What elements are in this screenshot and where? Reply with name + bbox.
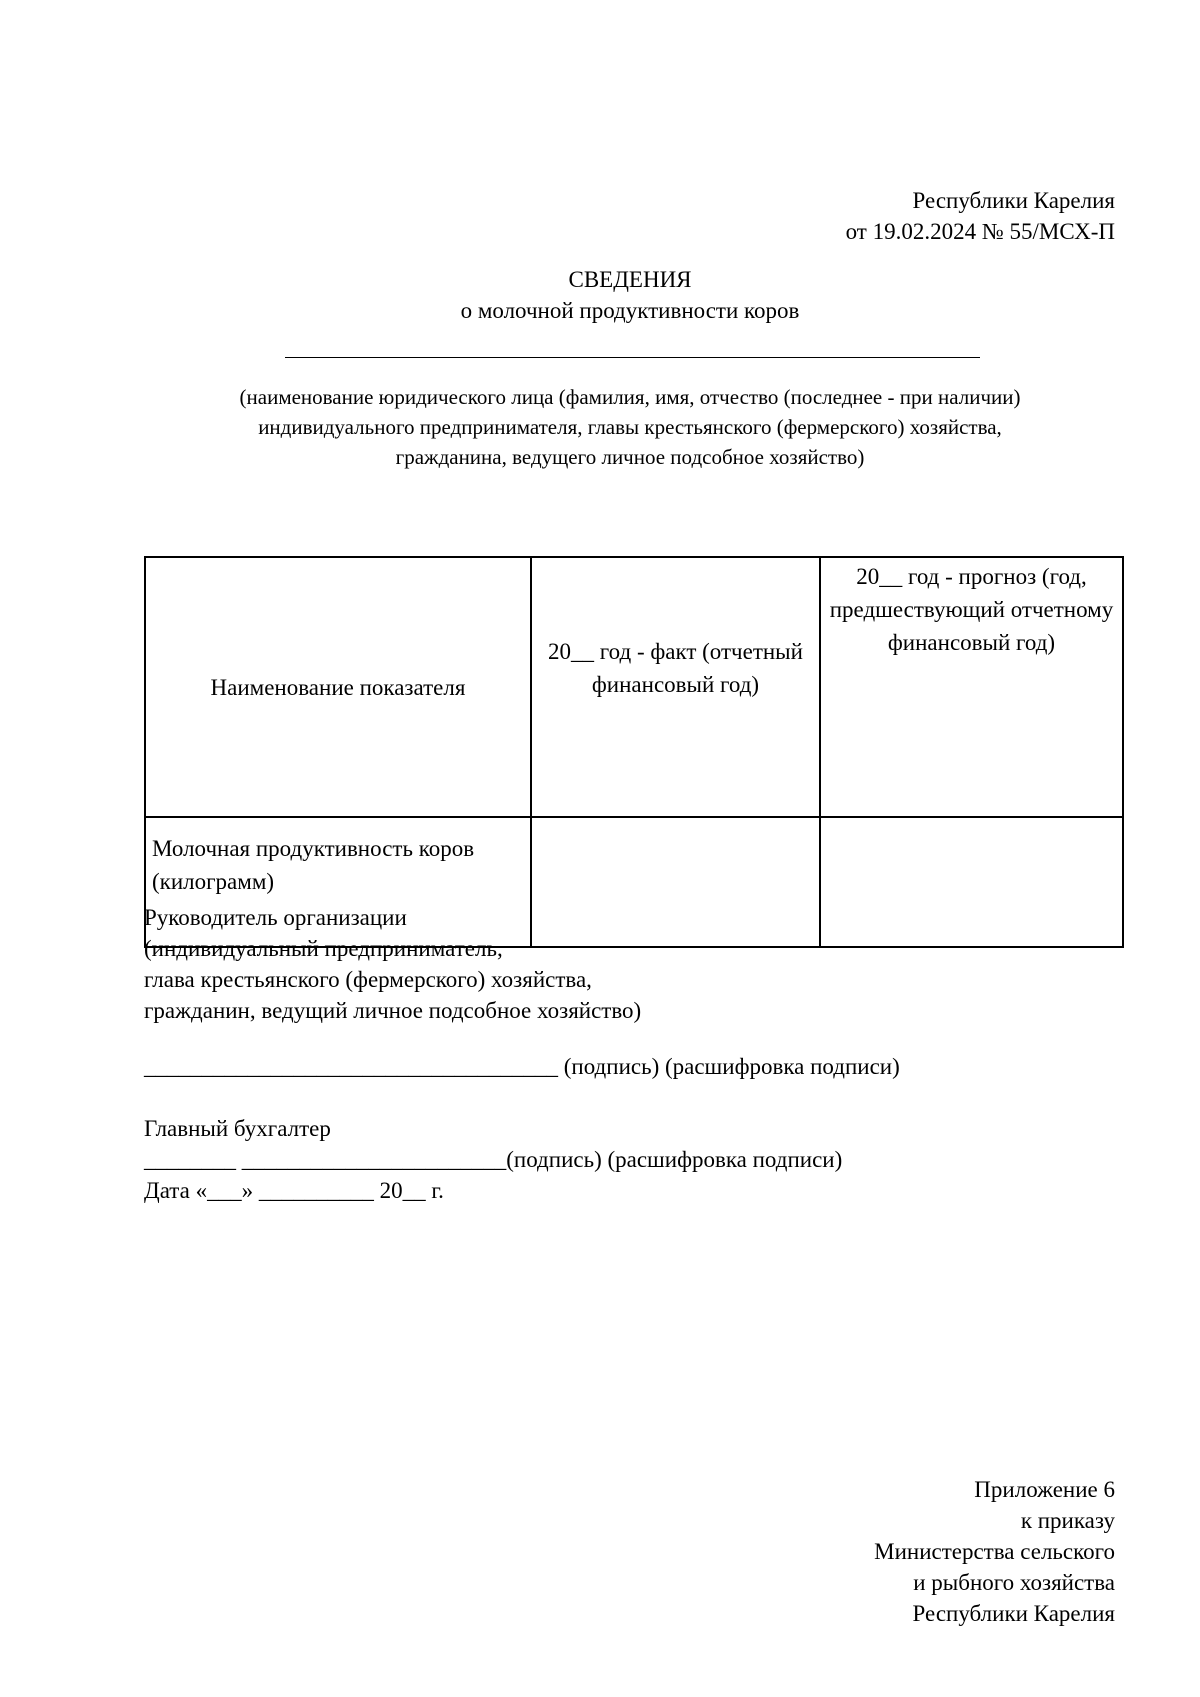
organization-name-line (285, 357, 980, 358)
head-line-1: Руководитель организации (144, 905, 407, 930)
productivity-table (144, 556, 1124, 948)
caption-line-1: (наименование юридического лица (фамилия, имя, отчество (последнее - при наличии) (239, 385, 1021, 409)
caption-line-3: гражданина, ведущего личное подсобное хозяйство) (395, 445, 865, 469)
accountant-signature-line: ________ _______________________(подпись) (расшифровка подписи) (144, 1147, 843, 1172)
appendix-line-3: Министерства сельского (874, 1539, 1115, 1564)
head-line-2: (индивидуальный предприниматель, (144, 936, 503, 961)
header-line-order: от 19.02.2024 № 55/МСХ-П (845, 219, 1115, 244)
appendix-line-2: к приказу (1020, 1508, 1115, 1533)
appendix-line-4: и рыбного хозяйства (913, 1570, 1115, 1595)
head-signature-block (144, 902, 641, 1026)
date-line: Дата «___» __________ 20__ г. (144, 1178, 444, 1203)
header-fact-year: 20__ год - факт (отчетный финансовый год) (531, 557, 820, 817)
accountant-block (144, 1113, 842, 1206)
header-indicator-name: Наименование показателя (145, 557, 531, 817)
head-line-3: глава крестьянского (фермерского) хозяйства, (144, 967, 592, 992)
table-header-row (145, 557, 1123, 817)
accountant-label: Главный бухгалтер (144, 1116, 331, 1141)
document-title-block (0, 264, 1200, 326)
header-line-republic: Республики Карелия (912, 188, 1115, 213)
document-title: СВЕДЕНИЯ (568, 267, 692, 292)
organization-caption (0, 382, 1200, 472)
appendix-line-1: Приложение 6 (974, 1477, 1115, 1502)
header-top (846, 185, 1115, 247)
document-subtitle: о молочной продуктивности коров (460, 298, 800, 323)
row-indicator-label: Молочная продуктивность коров (килограмм) (145, 817, 531, 947)
head-line-4: гражданин, ведущий личное подсобное хозяйство) (144, 998, 642, 1023)
head-signature-line: ____________________________________ (подпись) (расшифровка подписи) (144, 1054, 900, 1079)
caption-line-2: индивидуального предпринимателя, главы крестьянского (фермерского) хозяйства, (258, 415, 1002, 439)
appendix-block (874, 1474, 1115, 1629)
appendix-line-5: Республики Карелия (912, 1601, 1115, 1626)
row-forecast-value[interactable] (820, 817, 1123, 947)
header-forecast-year: 20__ год - прогноз (год, предшествующий отчетному финансовый год) (820, 557, 1123, 817)
